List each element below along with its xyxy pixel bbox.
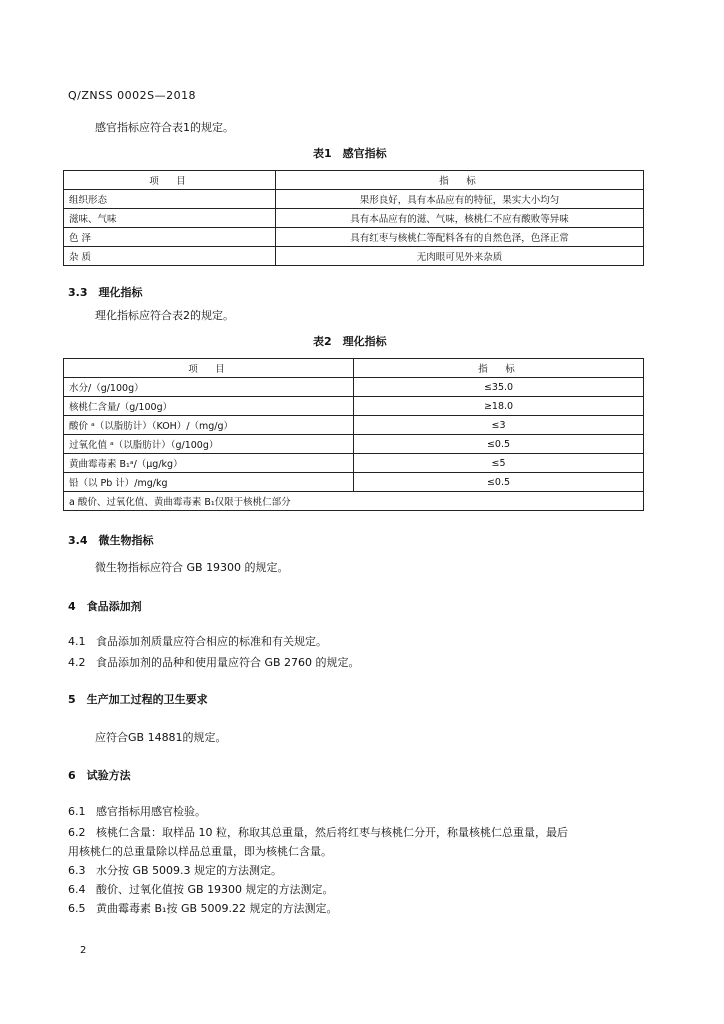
- table-row: [64, 228, 644, 247]
- section-6-title: 6 试验方法: [68, 769, 131, 782]
- table-row: [64, 397, 644, 416]
- table1-cell: 组织形态: [64, 190, 276, 209]
- table2-cell: ≤0.5: [354, 473, 644, 492]
- clause-number: 6.5: [68, 902, 86, 915]
- table2-cell: 水分/（g/100g）: [64, 378, 354, 397]
- list-item: [68, 824, 568, 840]
- table1-cell: 无肉眼可见外来杂质: [276, 247, 644, 266]
- list-item: [68, 633, 327, 649]
- clause-number: 6.2: [68, 826, 86, 839]
- section-5-text: 应符合GB 14881的规定。: [95, 731, 227, 744]
- clause-text: 感官指标用感官检验。: [96, 805, 206, 818]
- table2-cell: ≤0.5: [354, 435, 644, 454]
- table-row: [64, 209, 644, 228]
- table2-footnote: a 酸价、过氧化值、黄曲霉毒素 B₁仅限于核桃仁部分: [64, 492, 644, 511]
- table-row: [64, 454, 644, 473]
- sensory-intro: 感官指标应符合表1的规定。: [95, 121, 234, 134]
- table2-cell: 酸价 ᵃ（以脂肪计）（KOH）/（mg/g）: [64, 416, 354, 435]
- table1-cell: 色 泽: [64, 228, 276, 247]
- table2-header-index: 指 标: [354, 359, 644, 378]
- list-item: [68, 881, 334, 897]
- section-5-title: 5 生产加工过程的卫生要求: [68, 693, 208, 706]
- list-item: [68, 900, 338, 916]
- list-item: [68, 654, 360, 670]
- table1-header-index: 指 标: [276, 171, 644, 190]
- table1-cell: 具有红枣与核桃仁等配料各有的自然色泽，色泽正常: [276, 228, 644, 247]
- table1-caption: 表1 感官指标: [313, 147, 387, 160]
- clause-text: 黄曲霉毒素 B₁按 GB 5009.22 规定的方法测定。: [96, 902, 338, 915]
- section-4-title: 4 食品添加剂: [68, 600, 142, 613]
- list-item: [68, 862, 282, 878]
- sensory-table: [63, 170, 644, 266]
- clause-number: 4.1: [68, 635, 86, 648]
- clause-text: 酸价、过氧化值按 GB 19300 规定的方法测定。: [96, 883, 334, 896]
- table1-cell: 具有本品应有的滋、气味，核桃仁不应有酸败等异味: [276, 209, 644, 228]
- table-note-row: [64, 492, 644, 511]
- document-code-header: Q/ZNSS 0002S—2018: [68, 89, 197, 102]
- list-item: [68, 803, 206, 819]
- clause-text: 食品添加剂质量应符合相应的标准和有关规定。: [96, 635, 327, 648]
- table1-header-item: 项 目: [64, 171, 276, 190]
- physicochemical-table: [63, 358, 644, 511]
- clause-number: 4.2: [68, 656, 86, 669]
- table2-cell: 核桃仁含量/（g/100g）: [64, 397, 354, 416]
- clause-text: 食品添加剂的品种和使用量应符合 GB 2760 的规定。: [96, 656, 360, 669]
- table2-cell: ≤35.0: [354, 378, 644, 397]
- table-row: [64, 190, 644, 209]
- table-row: [64, 416, 644, 435]
- table2-header-item: 项 目: [64, 359, 354, 378]
- table-row: [64, 247, 644, 266]
- clause-number: 6.4: [68, 883, 86, 896]
- table1-cell: 杂 质: [64, 247, 276, 266]
- table1-cell: 滋味、气味: [64, 209, 276, 228]
- table-row: [64, 473, 644, 492]
- section-3-4-title: 3.4 微生物指标: [68, 534, 154, 547]
- clause-text: 核桃仁含量：取样品 10 粒，称取其总重量，然后将红枣与核桃仁分开，称量核桃仁总重量，最后: [96, 826, 568, 839]
- table-row: [64, 378, 644, 397]
- table2-caption: 表2 理化指标: [313, 335, 387, 348]
- table2-cell: 黄曲霉毒素 B₁ᵃ/（μg/kg）: [64, 454, 354, 473]
- table2-cell: 过氧化值 ᵃ（以脂肪计）（g/100g）: [64, 435, 354, 454]
- clause-text: 水分按 GB 5009.3 规定的方法测定。: [96, 864, 283, 877]
- section-3-3-title: 3.3 理化指标: [68, 286, 143, 299]
- clause-number: 6.1: [68, 805, 86, 818]
- table2-cell: ≤3: [354, 416, 644, 435]
- table2-cell: ≤5: [354, 454, 644, 473]
- section-3-3-text: 理化指标应符合表2的规定。: [95, 309, 234, 322]
- page-number: 2: [80, 945, 87, 956]
- table2-cell: 铅（以 Pb 计）/mg/kg: [64, 473, 354, 492]
- table-row: [64, 435, 644, 454]
- clause-continuation: 用核桃仁的总重量除以样品总重量，即为核桃仁含量。: [68, 845, 332, 858]
- clause-number: 6.3: [68, 864, 86, 877]
- table1-cell: 果形良好，具有本品应有的特征，果实大小均匀: [276, 190, 644, 209]
- section-3-4-text: 微生物指标应符合 GB 19300 的规定。: [95, 561, 289, 574]
- table2-cell: ≥18.0: [354, 397, 644, 416]
